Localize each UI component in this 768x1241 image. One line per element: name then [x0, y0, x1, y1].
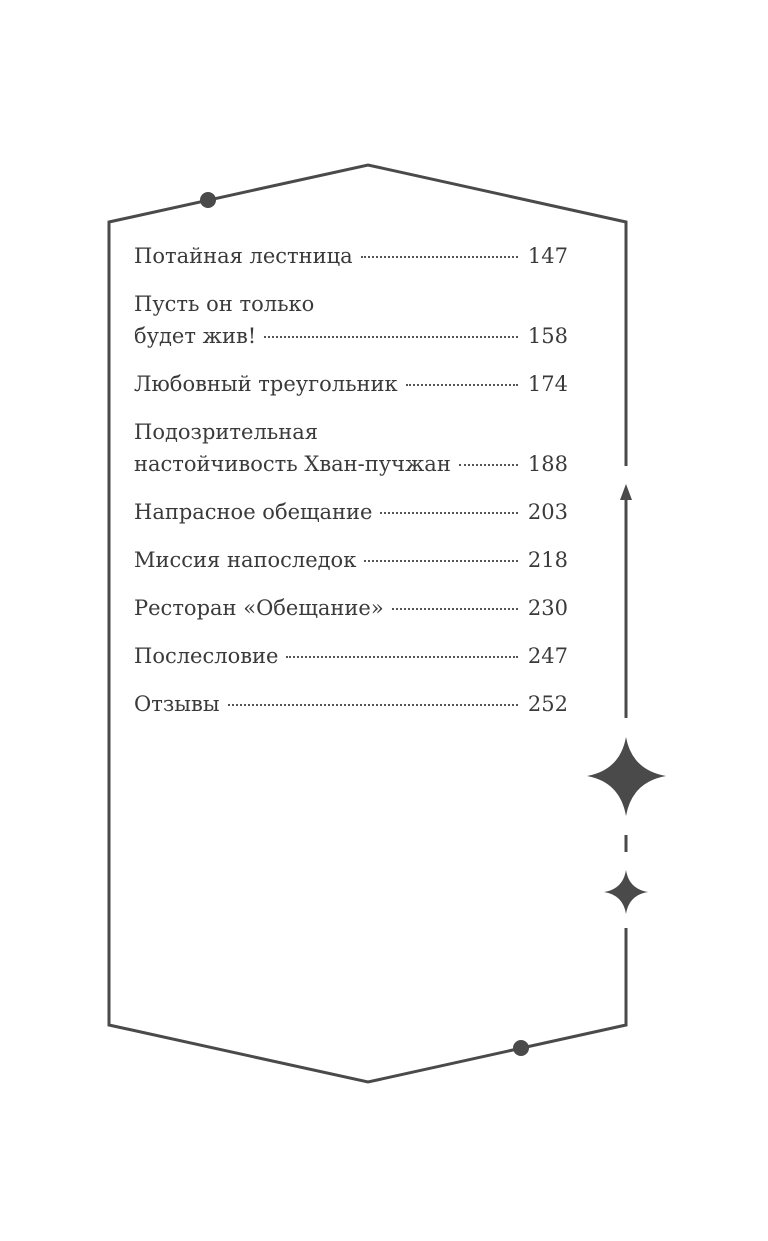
arrow-up-icon [620, 484, 632, 500]
toc-page-number: 158 [527, 324, 568, 348]
toc-title: Миссия напоследок [134, 548, 357, 572]
bottom-dot-ornament [513, 1040, 529, 1056]
dot-leader [392, 608, 518, 610]
dot-leader [364, 560, 518, 562]
dot-leader [459, 464, 518, 466]
toc-title: Напрасное обещание [134, 500, 373, 524]
toc-title: настойчивость Хван-пучжан [134, 452, 451, 476]
toc-line [134, 592, 568, 624]
toc-title-line: Подозрительная [134, 420, 319, 444]
toc-line [134, 368, 568, 400]
toc-title: будет жив! [134, 324, 257, 348]
toc-entry[interactable] [134, 496, 568, 528]
toc-entry[interactable] [134, 544, 568, 576]
toc-page-number: 188 [527, 452, 568, 476]
toc-line [134, 496, 568, 528]
toc-line [134, 640, 568, 672]
toc-entry[interactable] [134, 640, 568, 672]
toc-title: Ресторан «Обещание» [134, 596, 384, 620]
toc-line [134, 688, 568, 720]
dot-leader [361, 256, 518, 258]
toc-title: Отзывы [134, 692, 220, 716]
dot-leader [380, 512, 518, 514]
toc-entry[interactable] [134, 592, 568, 624]
toc-page-number: 147 [527, 244, 568, 268]
toc-line [134, 240, 568, 272]
toc-page-number: 203 [527, 500, 568, 524]
toc-line [134, 320, 568, 352]
toc-page-number: 174 [527, 372, 568, 396]
toc-entry[interactable] [134, 416, 568, 480]
toc-title-line: Пусть он только [134, 292, 315, 316]
top-dot-ornament [200, 192, 216, 208]
toc-page-number: 218 [527, 548, 568, 572]
toc-line [134, 544, 568, 576]
toc-line [134, 448, 568, 480]
toc-entry[interactable] [134, 368, 568, 400]
table-of-contents [134, 240, 568, 736]
toc-page-number: 230 [527, 596, 568, 620]
small-star-icon [604, 870, 648, 914]
toc-entry[interactable] [134, 288, 568, 352]
toc-title: Любовный треугольник [134, 372, 398, 396]
toc-entry[interactable] [134, 240, 568, 272]
dot-leader [264, 336, 518, 338]
dot-leader [406, 384, 518, 386]
dot-leader [228, 704, 518, 706]
big-star-icon [587, 737, 666, 816]
toc-page-number: 252 [527, 692, 568, 716]
dot-leader [286, 656, 518, 658]
toc-page-number: 247 [527, 644, 568, 668]
toc-entry[interactable] [134, 688, 568, 720]
toc-title: Потайная лестница [134, 244, 353, 268]
toc-title: Послесловие [134, 644, 279, 668]
